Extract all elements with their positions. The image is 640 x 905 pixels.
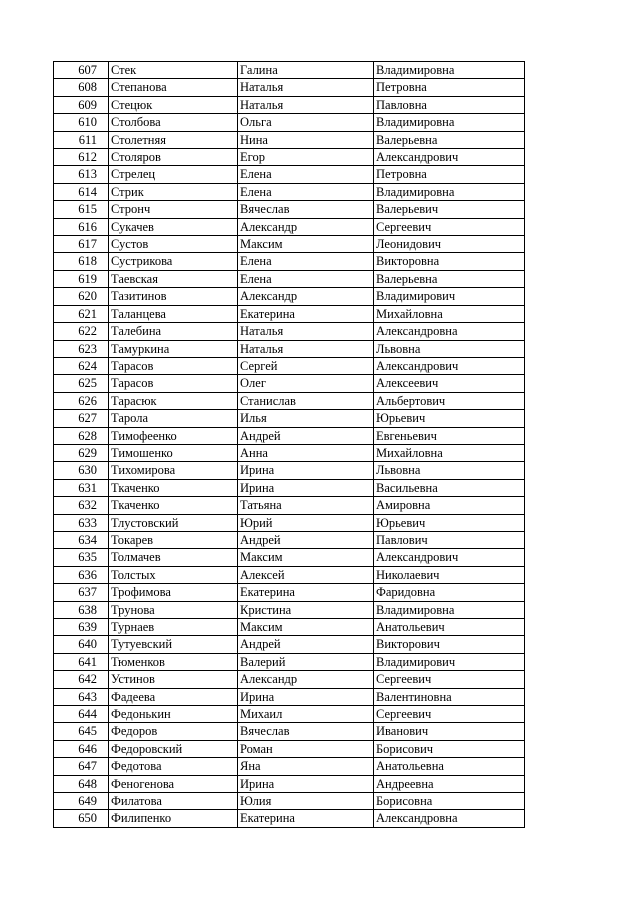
patronymic-cell: Александровна bbox=[374, 810, 525, 827]
table-row bbox=[54, 114, 525, 131]
table-row bbox=[54, 636, 525, 653]
row-number-cell: 640 bbox=[54, 636, 109, 653]
table-row bbox=[54, 688, 525, 705]
row-number-cell: 613 bbox=[54, 166, 109, 183]
patronymic-cell: Евгеньевич bbox=[374, 427, 525, 444]
patronymic-cell: Владимирович bbox=[374, 288, 525, 305]
first-name-cell: Ольга bbox=[238, 114, 374, 131]
first-name-cell: Максим bbox=[238, 549, 374, 566]
table-row bbox=[54, 514, 525, 531]
first-name-cell: Александр bbox=[238, 288, 374, 305]
table-row bbox=[54, 740, 525, 757]
patronymic-cell: Викторовна bbox=[374, 253, 525, 270]
first-name-cell: Андрей bbox=[238, 427, 374, 444]
row-number-cell: 624 bbox=[54, 357, 109, 374]
table-row bbox=[54, 62, 525, 79]
table-row bbox=[54, 149, 525, 166]
first-name-cell: Елена bbox=[238, 253, 374, 270]
last-name-cell: Трофимова bbox=[109, 584, 238, 601]
patronymic-cell: Сергеевич bbox=[374, 671, 525, 688]
table-row bbox=[54, 531, 525, 548]
first-name-cell: Сергей bbox=[238, 357, 374, 374]
table-row bbox=[54, 236, 525, 253]
patronymic-cell: Борисович bbox=[374, 740, 525, 757]
last-name-cell: Ткаченко bbox=[109, 479, 238, 496]
row-number-cell: 649 bbox=[54, 793, 109, 810]
table-row bbox=[54, 810, 525, 827]
row-number-cell: 645 bbox=[54, 723, 109, 740]
row-number-cell: 634 bbox=[54, 531, 109, 548]
first-name-cell: Нина bbox=[238, 131, 374, 148]
table-row bbox=[54, 444, 525, 461]
row-number-cell: 637 bbox=[54, 584, 109, 601]
last-name-cell: Тамуркина bbox=[109, 340, 238, 357]
first-name-cell: Екатерина bbox=[238, 584, 374, 601]
row-number-cell: 647 bbox=[54, 758, 109, 775]
patronymic-cell: Валерьевна bbox=[374, 270, 525, 287]
patronymic-cell: Борисовна bbox=[374, 793, 525, 810]
row-number-cell: 616 bbox=[54, 218, 109, 235]
patronymic-cell: Иванович bbox=[374, 723, 525, 740]
table-row bbox=[54, 392, 525, 409]
patronymic-cell: Викторович bbox=[374, 636, 525, 653]
last-name-cell: Стронч bbox=[109, 201, 238, 218]
row-number-cell: 630 bbox=[54, 462, 109, 479]
first-name-cell: Станислав bbox=[238, 392, 374, 409]
table-row bbox=[54, 653, 525, 670]
patronymic-cell: Петровна bbox=[374, 79, 525, 96]
patronymic-cell: Петровна bbox=[374, 166, 525, 183]
table-row bbox=[54, 375, 525, 392]
first-name-cell: Екатерина bbox=[238, 810, 374, 827]
table-row bbox=[54, 793, 525, 810]
row-number-cell: 628 bbox=[54, 427, 109, 444]
first-name-cell: Елена bbox=[238, 166, 374, 183]
last-name-cell: Феногенова bbox=[109, 775, 238, 792]
first-name-cell: Елена bbox=[238, 183, 374, 200]
last-name-cell: Таевская bbox=[109, 270, 238, 287]
table-row bbox=[54, 201, 525, 218]
first-name-cell: Наталья bbox=[238, 96, 374, 113]
last-name-cell: Трунова bbox=[109, 601, 238, 618]
table-row bbox=[54, 253, 525, 270]
first-name-cell: Юрий bbox=[238, 514, 374, 531]
row-number-cell: 608 bbox=[54, 79, 109, 96]
first-name-cell: Яна bbox=[238, 758, 374, 775]
row-number-cell: 620 bbox=[54, 288, 109, 305]
row-number-cell: 609 bbox=[54, 96, 109, 113]
table-row bbox=[54, 323, 525, 340]
first-name-cell: Ирина bbox=[238, 479, 374, 496]
last-name-cell: Федонькин bbox=[109, 706, 238, 723]
last-name-cell: Сустрикова bbox=[109, 253, 238, 270]
last-name-cell: Устинов bbox=[109, 671, 238, 688]
patronymic-cell: Михайловна bbox=[374, 444, 525, 461]
table-row bbox=[54, 497, 525, 514]
row-number-cell: 621 bbox=[54, 305, 109, 322]
patronymic-cell: Альбертович bbox=[374, 392, 525, 409]
last-name-cell: Тюменков bbox=[109, 653, 238, 670]
first-name-cell: Максим bbox=[238, 619, 374, 636]
first-name-cell: Илья bbox=[238, 410, 374, 427]
table-row bbox=[54, 218, 525, 235]
first-name-cell: Елена bbox=[238, 270, 374, 287]
patronymic-cell: Леонидович bbox=[374, 236, 525, 253]
row-number-cell: 642 bbox=[54, 671, 109, 688]
last-name-cell: Тазитинов bbox=[109, 288, 238, 305]
row-number-cell: 638 bbox=[54, 601, 109, 618]
last-name-cell: Федотова bbox=[109, 758, 238, 775]
patronymic-cell: Алексеевич bbox=[374, 375, 525, 392]
first-name-cell: Наталья bbox=[238, 79, 374, 96]
last-name-cell: Столетняя bbox=[109, 131, 238, 148]
table-row bbox=[54, 584, 525, 601]
table-row bbox=[54, 340, 525, 357]
first-name-cell: Андрей bbox=[238, 531, 374, 548]
row-number-cell: 612 bbox=[54, 149, 109, 166]
last-name-cell: Тимофеенко bbox=[109, 427, 238, 444]
last-name-cell: Степанова bbox=[109, 79, 238, 96]
row-number-cell: 626 bbox=[54, 392, 109, 409]
first-name-cell: Олег bbox=[238, 375, 374, 392]
table-row bbox=[54, 549, 525, 566]
first-name-cell: Екатерина bbox=[238, 305, 374, 322]
patronymic-cell: Львовна bbox=[374, 462, 525, 479]
patronymic-cell: Александровна bbox=[374, 323, 525, 340]
last-name-cell: Столяров bbox=[109, 149, 238, 166]
row-number-cell: 627 bbox=[54, 410, 109, 427]
first-name-cell: Наталья bbox=[238, 323, 374, 340]
first-name-cell: Егор bbox=[238, 149, 374, 166]
patronymic-cell: Александрович bbox=[374, 149, 525, 166]
row-number-cell: 619 bbox=[54, 270, 109, 287]
row-number-cell: 633 bbox=[54, 514, 109, 531]
table-row bbox=[54, 410, 525, 427]
patronymic-cell: Владимировна bbox=[374, 601, 525, 618]
row-number-cell: 614 bbox=[54, 183, 109, 200]
last-name-cell: Толстых bbox=[109, 566, 238, 583]
last-name-cell: Талебина bbox=[109, 323, 238, 340]
table-row bbox=[54, 79, 525, 96]
patronymic-cell: Владимировна bbox=[374, 183, 525, 200]
row-number-cell: 607 bbox=[54, 62, 109, 79]
last-name-cell: Стек bbox=[109, 62, 238, 79]
table-row bbox=[54, 305, 525, 322]
patronymic-cell: Владимирович bbox=[374, 653, 525, 670]
table-row bbox=[54, 601, 525, 618]
first-name-cell: Татьяна bbox=[238, 497, 374, 514]
table-row bbox=[54, 462, 525, 479]
last-name-cell: Столбова bbox=[109, 114, 238, 131]
row-number-cell: 625 bbox=[54, 375, 109, 392]
first-name-cell: Юлия bbox=[238, 793, 374, 810]
patronymic-cell: Александрович bbox=[374, 357, 525, 374]
patronymic-cell: Владимировна bbox=[374, 114, 525, 131]
table-row bbox=[54, 671, 525, 688]
last-name-cell: Тимошенко bbox=[109, 444, 238, 461]
first-name-cell: Галина bbox=[238, 62, 374, 79]
last-name-cell: Таланцева bbox=[109, 305, 238, 322]
last-name-cell: Токарев bbox=[109, 531, 238, 548]
row-number-cell: 631 bbox=[54, 479, 109, 496]
table-row bbox=[54, 758, 525, 775]
row-number-cell: 617 bbox=[54, 236, 109, 253]
first-name-cell: Алексей bbox=[238, 566, 374, 583]
table-row bbox=[54, 566, 525, 583]
table-row bbox=[54, 288, 525, 305]
row-number-cell: 623 bbox=[54, 340, 109, 357]
patronymic-cell: Анатольевич bbox=[374, 619, 525, 636]
patronymic-cell: Васильевна bbox=[374, 479, 525, 496]
patronymic-cell: Павловна bbox=[374, 96, 525, 113]
row-number-cell: 646 bbox=[54, 740, 109, 757]
table-row bbox=[54, 479, 525, 496]
table-row bbox=[54, 775, 525, 792]
patronymic-cell: Фаридовна bbox=[374, 584, 525, 601]
patronymic-cell: Амировна bbox=[374, 497, 525, 514]
row-number-cell: 644 bbox=[54, 706, 109, 723]
first-name-cell: Ирина bbox=[238, 688, 374, 705]
last-name-cell: Сукачев bbox=[109, 218, 238, 235]
row-number-cell: 636 bbox=[54, 566, 109, 583]
row-number-cell: 641 bbox=[54, 653, 109, 670]
patronymic-cell: Александрович bbox=[374, 549, 525, 566]
first-name-cell: Наталья bbox=[238, 340, 374, 357]
patronymic-cell: Михайловна bbox=[374, 305, 525, 322]
last-name-cell: Сустов bbox=[109, 236, 238, 253]
last-name-cell: Тарола bbox=[109, 410, 238, 427]
table-row bbox=[54, 706, 525, 723]
last-name-cell: Тутуевский bbox=[109, 636, 238, 653]
row-number-cell: 643 bbox=[54, 688, 109, 705]
first-name-cell: Ирина bbox=[238, 462, 374, 479]
last-name-cell: Филипенко bbox=[109, 810, 238, 827]
row-number-cell: 629 bbox=[54, 444, 109, 461]
patronymic-cell: Юрьевич bbox=[374, 514, 525, 531]
patronymic-cell: Андреевна bbox=[374, 775, 525, 792]
first-name-cell: Вячеслав bbox=[238, 201, 374, 218]
first-name-cell: Александр bbox=[238, 218, 374, 235]
first-name-cell: Роман bbox=[238, 740, 374, 757]
patronymic-cell: Сергеевич bbox=[374, 218, 525, 235]
patronymic-cell: Сергеевич bbox=[374, 706, 525, 723]
last-name-cell: Стрик bbox=[109, 183, 238, 200]
table-row bbox=[54, 723, 525, 740]
row-number-cell: 622 bbox=[54, 323, 109, 340]
last-name-cell: Федоров bbox=[109, 723, 238, 740]
first-name-cell: Александр bbox=[238, 671, 374, 688]
last-name-cell: Фадеева bbox=[109, 688, 238, 705]
row-number-cell: 632 bbox=[54, 497, 109, 514]
row-number-cell: 615 bbox=[54, 201, 109, 218]
last-name-cell: Тлустовский bbox=[109, 514, 238, 531]
patronymic-cell: Павлович bbox=[374, 531, 525, 548]
last-name-cell: Стецюк bbox=[109, 96, 238, 113]
patronymic-cell: Валентиновна bbox=[374, 688, 525, 705]
table-row bbox=[54, 183, 525, 200]
table-row bbox=[54, 270, 525, 287]
row-number-cell: 611 bbox=[54, 131, 109, 148]
table-row bbox=[54, 619, 525, 636]
last-name-cell: Тарасов bbox=[109, 357, 238, 374]
row-number-cell: 648 bbox=[54, 775, 109, 792]
table-row bbox=[54, 427, 525, 444]
last-name-cell: Толмачев bbox=[109, 549, 238, 566]
patronymic-cell: Валерьевна bbox=[374, 131, 525, 148]
last-name-cell: Стрелец bbox=[109, 166, 238, 183]
name-list-body bbox=[54, 62, 525, 828]
row-number-cell: 635 bbox=[54, 549, 109, 566]
first-name-cell: Кристина bbox=[238, 601, 374, 618]
first-name-cell: Ирина bbox=[238, 775, 374, 792]
row-number-cell: 610 bbox=[54, 114, 109, 131]
last-name-cell: Турнаев bbox=[109, 619, 238, 636]
patronymic-cell: Юрьевич bbox=[374, 410, 525, 427]
first-name-cell: Андрей bbox=[238, 636, 374, 653]
row-number-cell: 639 bbox=[54, 619, 109, 636]
last-name-cell: Ткаченко bbox=[109, 497, 238, 514]
patronymic-cell: Анатольевна bbox=[374, 758, 525, 775]
patronymic-cell: Львовна bbox=[374, 340, 525, 357]
first-name-cell: Максим bbox=[238, 236, 374, 253]
last-name-cell: Тарасов bbox=[109, 375, 238, 392]
patronymic-cell: Владимировна bbox=[374, 62, 525, 79]
row-number-cell: 650 bbox=[54, 810, 109, 827]
last-name-cell: Федоровский bbox=[109, 740, 238, 757]
name-list-table bbox=[53, 61, 525, 828]
first-name-cell: Анна bbox=[238, 444, 374, 461]
first-name-cell: Михаил bbox=[238, 706, 374, 723]
patronymic-cell: Валерьевич bbox=[374, 201, 525, 218]
table-row bbox=[54, 96, 525, 113]
patronymic-cell: Николаевич bbox=[374, 566, 525, 583]
last-name-cell: Тарасюк bbox=[109, 392, 238, 409]
first-name-cell: Вячеслав bbox=[238, 723, 374, 740]
table-row bbox=[54, 357, 525, 374]
table-row bbox=[54, 131, 525, 148]
first-name-cell: Валерий bbox=[238, 653, 374, 670]
row-number-cell: 618 bbox=[54, 253, 109, 270]
last-name-cell: Филатова bbox=[109, 793, 238, 810]
last-name-cell: Тихомирова bbox=[109, 462, 238, 479]
table-row bbox=[54, 166, 525, 183]
